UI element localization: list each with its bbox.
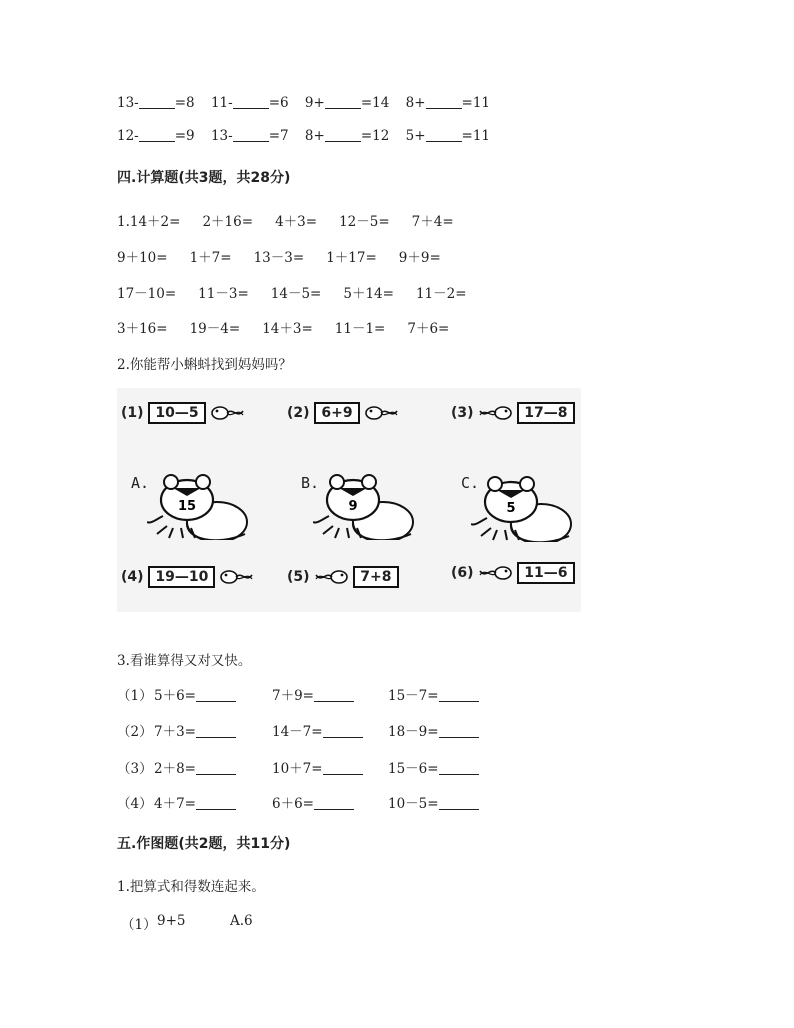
row-number: （1）	[117, 688, 153, 704]
fill-text: =11	[461, 95, 491, 111]
fill-row-1	[117, 95, 490, 111]
tadpole-4	[121, 566, 254, 588]
answer-blank[interactable]	[323, 725, 363, 738]
fill-text: 9+	[304, 95, 325, 111]
fill-text: =9	[174, 128, 195, 144]
tadpole-expression: 17—8	[517, 402, 574, 424]
answer-blank[interactable]	[233, 96, 269, 109]
calc-item: 10＋7=	[272, 761, 323, 777]
calc-item: 13－3=	[253, 250, 305, 266]
tadpole-label: (5)	[287, 569, 310, 585]
answer-blank[interactable]	[426, 129, 462, 142]
calc-row-4	[117, 317, 449, 337]
fill-text: 13-	[210, 128, 233, 144]
fill-text: 8+	[405, 95, 426, 111]
calc-item: 19－4=	[189, 321, 241, 337]
calc-item: 12－5=	[339, 214, 390, 230]
question-title: 1.把算式和得数连起来。	[117, 879, 265, 895]
answer-blank[interactable]	[196, 762, 236, 775]
calc-row-3	[117, 282, 467, 302]
answer-blank[interactable]	[196, 725, 236, 738]
answer-blank[interactable]	[439, 725, 479, 738]
calc-item: 1＋17=	[326, 250, 377, 266]
tadpole-3	[451, 402, 575, 424]
tadpole-label: (3)	[451, 405, 474, 421]
tadpole-6	[451, 562, 575, 584]
tadpole-icon	[314, 569, 348, 585]
calc-item: 10－5=	[388, 796, 439, 812]
section-heading: 五.作图题(共2题，共11分)	[117, 836, 291, 852]
tadpole-label: (1)	[121, 405, 144, 421]
fill-row-2	[117, 128, 490, 144]
question-title: 2.你能帮小蝌蚪找到妈妈吗？	[117, 357, 292, 373]
calc-item: 1＋7=	[189, 250, 232, 266]
answer-blank[interactable]	[439, 689, 479, 702]
calc-item: 3＋16=	[117, 321, 168, 337]
tadpole-expression: 6+9	[314, 402, 359, 424]
calc-row-1	[117, 210, 454, 230]
frog-b-value: 9	[348, 499, 358, 514]
tadpole-icon	[478, 565, 512, 581]
calc-row-2	[117, 246, 441, 266]
row-number: （4）	[117, 796, 153, 812]
calc-item: 17－10=	[117, 286, 177, 302]
calc-item: 5＋14=	[343, 286, 394, 302]
calc-item: 2＋16=	[202, 214, 254, 230]
answer-blank[interactable]	[139, 129, 175, 142]
answer-blank[interactable]	[196, 689, 236, 702]
calc-item: 6＋6=	[272, 796, 314, 812]
match-expression[interactable]: 9+5	[157, 913, 186, 929]
frog-label: C.	[461, 474, 480, 492]
calc-item: 1.14＋2=	[117, 214, 181, 230]
tadpole-label: (4)	[121, 569, 144, 585]
calc-item: 11－1=	[334, 321, 386, 337]
calc-item: 7＋4=	[411, 214, 454, 230]
calc-item: 7＋6=	[407, 321, 450, 337]
calc-item: 4＋7=	[154, 796, 196, 812]
calc-item: 5＋6=	[154, 688, 196, 704]
match-answer[interactable]: A.6	[230, 913, 253, 929]
frog-label: A.	[131, 474, 150, 492]
tadpole-5	[287, 566, 399, 588]
answer-blank[interactable]	[139, 96, 175, 109]
frog-a-value: 15	[177, 499, 197, 514]
calc-item: 2＋8=	[154, 761, 196, 777]
fill-text: =14	[360, 95, 390, 111]
frog-label: B.	[301, 474, 320, 492]
calc-item: 15－6=	[388, 761, 439, 777]
calc-item: 11－3=	[198, 286, 249, 302]
calc-item: 14－5=	[270, 286, 322, 302]
calc-item: 7＋9=	[272, 688, 314, 704]
fill-text: 13-	[117, 95, 139, 111]
frog-c-icon	[471, 462, 581, 542]
calc-item: 9＋9=	[398, 250, 441, 266]
tadpole-expression: 11—6	[517, 562, 574, 584]
tadpole-expression: 19—10	[148, 566, 215, 588]
calc-item: 11－2=	[415, 286, 467, 302]
fill-text: 11-	[210, 95, 233, 111]
calc-item: 18－9=	[388, 724, 439, 740]
fill-text: =6	[268, 95, 289, 111]
answer-blank[interactable]	[323, 762, 363, 775]
answer-blank[interactable]	[196, 797, 236, 810]
calc-item: 15－7=	[388, 688, 439, 704]
calc-item: 14＋3=	[262, 321, 313, 337]
frog-a-icon	[147, 460, 257, 540]
section-heading: 四.计算题(共3题，共28分)	[117, 170, 291, 186]
tadpole-label: (6)	[451, 565, 474, 581]
fill-text: =8	[174, 95, 195, 111]
fill-text: =12	[360, 128, 390, 144]
fill-text: 12-	[117, 128, 139, 144]
answer-blank[interactable]	[439, 762, 479, 775]
question-title: 3.看谁算得又对又快。	[117, 653, 252, 669]
tadpole-icon	[211, 405, 245, 421]
fill-text: 5+	[405, 128, 426, 144]
calc-item: 14－7=	[272, 724, 323, 740]
answer-blank[interactable]	[325, 96, 361, 109]
calc-item: 9＋10=	[117, 250, 168, 266]
tadpole-2	[287, 402, 399, 424]
answer-blank[interactable]	[314, 797, 354, 810]
tadpole-1	[121, 402, 245, 424]
row-number: （2）	[117, 724, 153, 740]
tadpole-frog-figure	[117, 388, 581, 612]
answer-blank[interactable]	[314, 689, 354, 702]
tadpole-icon	[220, 569, 254, 585]
fill-text: =7	[268, 128, 289, 144]
row-number: （3）	[117, 761, 153, 777]
answer-blank[interactable]	[439, 797, 479, 810]
fill-text: 8+	[304, 128, 325, 144]
frog-c-value: 5	[506, 501, 516, 516]
row-number: （1）	[121, 917, 157, 933]
tadpole-expression: 10—5	[148, 402, 205, 424]
fill-text: =11	[461, 128, 491, 144]
tadpole-expression: 7+8	[353, 566, 398, 588]
answer-blank[interactable]	[426, 96, 462, 109]
calc-item: 7＋3=	[154, 724, 196, 740]
frog-b-icon	[313, 460, 423, 540]
tadpole-icon	[478, 405, 512, 421]
answer-blank[interactable]	[233, 129, 269, 142]
calc-item: 4＋3=	[275, 214, 318, 230]
tadpole-icon	[365, 405, 399, 421]
answer-blank[interactable]	[325, 129, 361, 142]
tadpole-label: (2)	[287, 405, 310, 421]
